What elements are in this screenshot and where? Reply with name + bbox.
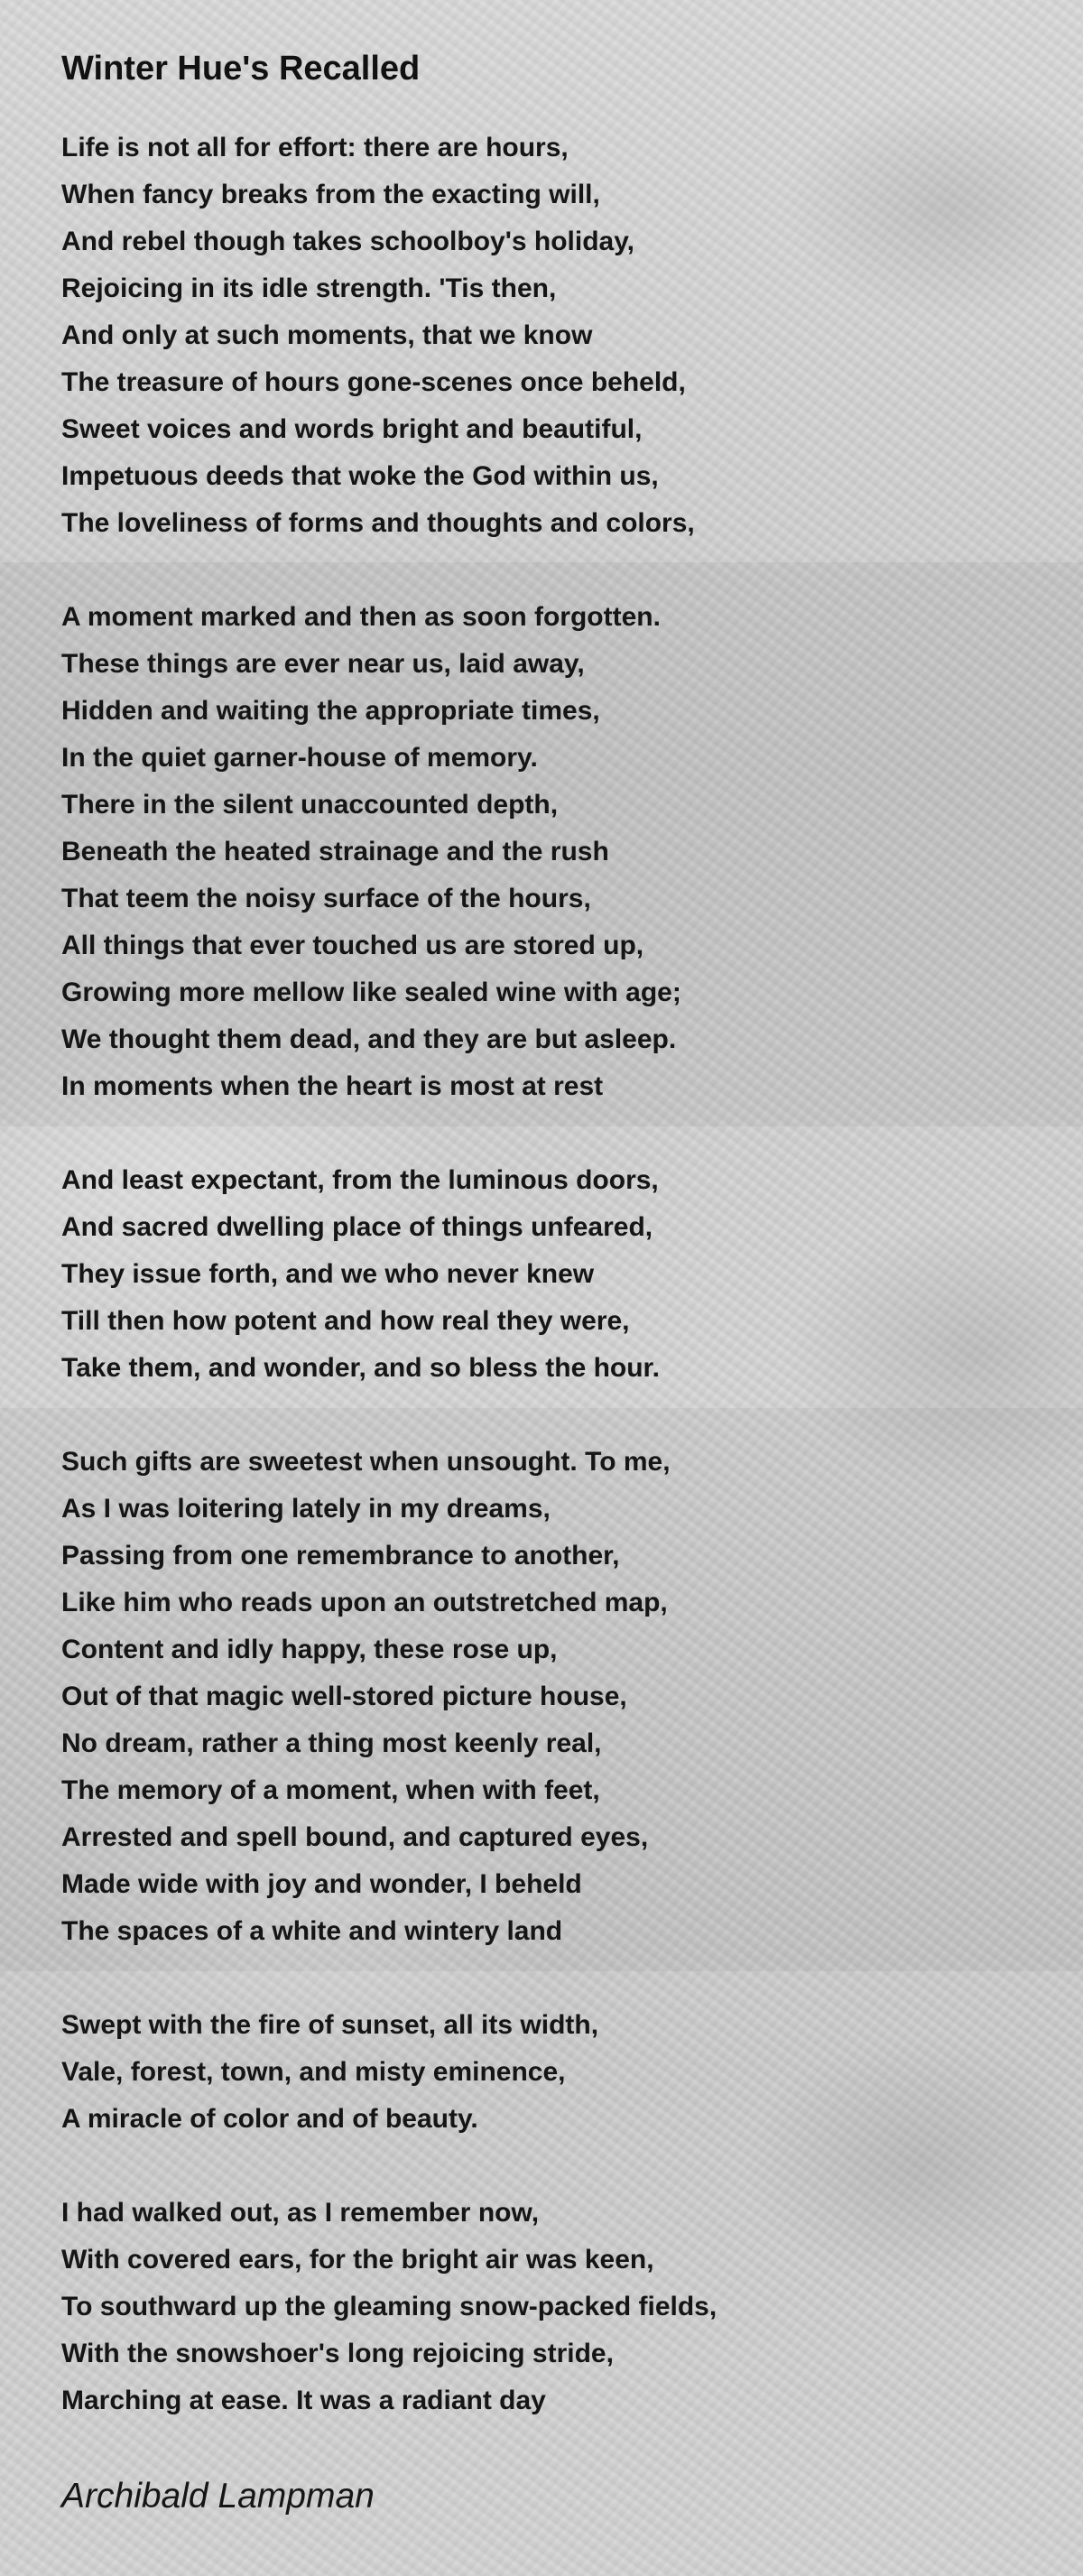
poem-line: And only at such moments, that we know [61,320,593,350]
poem-line: Rejoicing in its idle strength. 'Tis then, [61,273,557,303]
poem-line: These things are ever near us, laid away, [61,649,585,679]
poem-line: We thought them dead, and they are but asleep. [61,1024,677,1054]
poem-line: They issue forth, and we who never knew [61,1259,595,1289]
poem-line: Made wide with joy and wonder, I beheld [61,1869,582,1899]
poem-line: Like him who reads upon an outstretched map, [61,1588,668,1617]
stanza-4 [61,1439,1045,1955]
poem-line: And sacred dwelling place of things unfeared, [61,1212,653,1242]
poem-line: A miracle of color and of beauty. [61,2104,478,2134]
poem-line: All things that ever touched us are stored up, [61,931,644,960]
poem-line: Out of that magic well-stored picture house, [61,1682,627,1711]
stanza-3 [61,1157,1045,1392]
poem-line: With the snowshoer's long rejoicing stride, [61,2339,614,2368]
stanza-6 [61,2190,1045,2424]
poem-line: And rebel though takes schoolboy's holiday, [61,227,634,256]
stanza-5 [61,2002,1045,2143]
poem-line: Take them, and wonder, and so bless the hour. [61,1353,660,1383]
poem-line: The spaces of a white and wintery land [61,1916,563,1946]
poem-line: There in the silent unaccounted depth, [61,790,559,820]
poem-line: Sweet voices and words bright and beautiful, [61,414,643,444]
poem-line: A moment marked and then as soon forgotten. [61,602,661,632]
poem-line: Vale, forest, town, and misty eminence, [61,2057,566,2087]
poem-line: Content and idly happy, these rose up, [61,1635,558,1664]
poem-line: That teem the noisy surface of the hours, [61,884,591,913]
poem-line: Passing from one remembrance to another, [61,1541,620,1571]
poem-title: Winter Hue's Recalled [61,50,421,88]
poem-line: Life is not all for effort: there are hours, [61,133,569,162]
poem-line: When fancy breaks from the exacting will, [61,180,600,209]
poem-line: With covered ears, for the bright air was keen, [61,2245,654,2275]
poem-line: The treasure of hours gone-scenes once beheld, [61,367,686,397]
poem-line: To southward up the gleaming snow-packed fields, [61,2292,717,2321]
poem-line: I had walked out, as I remember now, [61,2198,540,2228]
poem-line: Till then how potent and how real they were, [61,1306,630,1336]
poem-line: Such gifts are sweetest when unsought. To me, [61,1447,671,1477]
poem-line: In moments when the heart is most at rest [61,1071,604,1101]
poem-line: Swept with the fire of sunset, all its width, [61,2010,599,2040]
poem-line: No dream, rather a thing most keenly real, [61,1728,602,1758]
poem-line: In the quiet garner-house of memory. [61,743,538,773]
poem-line: And least expectant, from the luminous doors, [61,1165,659,1195]
poem-line: Growing more mellow like sealed wine with age; [61,978,681,1007]
poem-line: Marching at ease. It was a radiant day [61,2386,546,2415]
poem-line: Impetuous deeds that woke the God within us, [61,461,659,491]
poem-line: Beneath the heated strainage and the rush [61,837,609,866]
poem-line: The memory of a moment, when with feet, [61,1775,600,1805]
poem-line: Hidden and waiting the appropriate times, [61,696,600,726]
stanza-1 [61,125,1045,547]
poem-line: As I was loitering lately in my dreams, [61,1494,551,1524]
poem-line: Arrested and spell bound, and captured eyes, [61,1822,649,1852]
poem-content [61,43,1045,2522]
stanza-2 [61,594,1045,1110]
poem-line: The loveliness of forms and thoughts and colors, [61,508,695,538]
poem-author: Archibald Lampman [61,2477,375,2516]
